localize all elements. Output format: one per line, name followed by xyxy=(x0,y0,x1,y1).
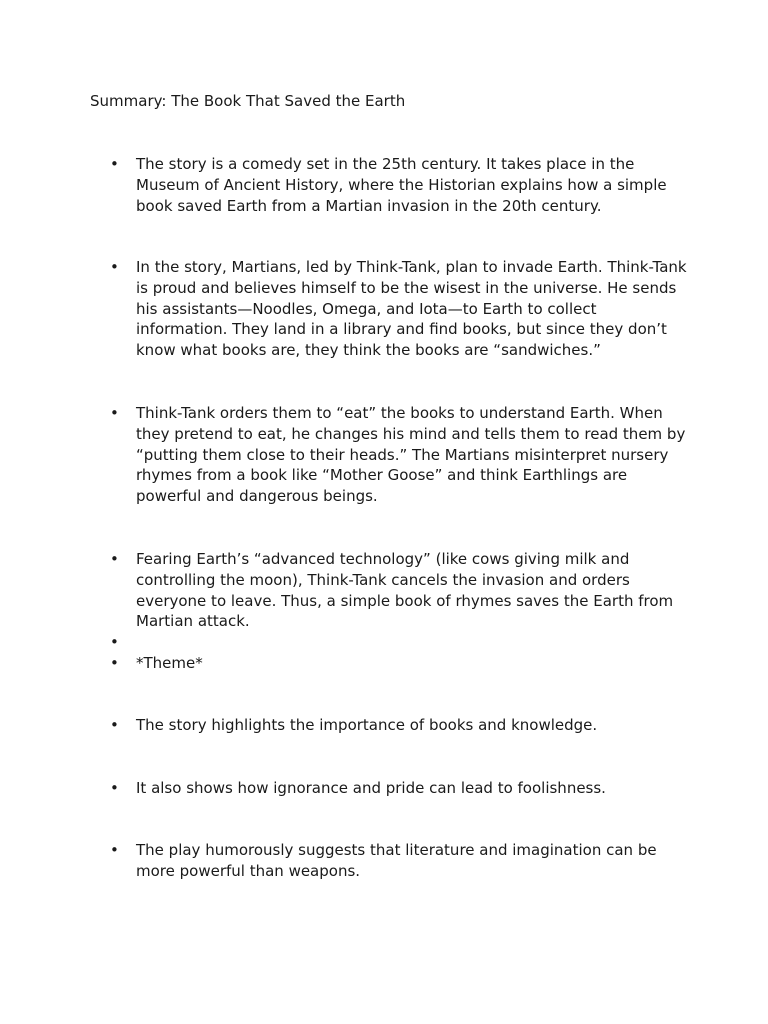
bullet-text: It also shows how ignorance and pride can lead to foolishness. xyxy=(136,779,606,797)
bullet-text: The story highlights the importance of books and knowledge. xyxy=(136,716,598,734)
bullet-marker: • xyxy=(110,779,119,797)
bullet-marker: • xyxy=(110,404,119,422)
document-title: Summary: The Book That Saved the Earth xyxy=(90,92,406,110)
bullet-marker: • xyxy=(110,550,119,568)
bullet-text: Think-Tank orders them to “eat” the books to understand Earth. When they pretend to eat, he changes his mind and tells them to read them by “putting them close to their heads.” The Martians misinterpret nursery rhymes from a book like “Mother Goose” and think Earthlings are powerful and dangerous beings. xyxy=(136,404,686,506)
bullet-text: The story is a comedy set in the 25th century. It takes place in the Museum of Ancient History, where the Historian explains how a simple book saved Earth from a Martian invasion in the 20th century. xyxy=(136,155,667,215)
bullet-text: Fearing Earth’s “advanced technology” (like cows giving milk and controlling the moon), Think-Tank cancels the invasion and orders everyone to leave. Thus, a simple book of rhymes saves the Earth from Martian attack. xyxy=(136,550,674,631)
bullet-marker: • xyxy=(110,155,119,173)
bullet-marker: • xyxy=(110,654,119,672)
bullet-marker: • xyxy=(110,841,119,859)
bullet-marker: • xyxy=(110,716,119,734)
bullet-text: *Theme* xyxy=(136,654,203,672)
bullet-text: In the story, Martians, led by Think-Tank, plan to invade Earth. Think-Tank is proud and believes himself to be the wisest in the universe. He sends his assistants—Noodles, Omega, and Iota—to Earth to collect information. They land in a library and find books, but since they don’t know what books are, they think the books are “sandwiches.” xyxy=(136,258,687,360)
bullet-marker: • xyxy=(110,258,119,276)
bullet-text: The play humorously suggests that literature and imagination can be more powerful than weapons. xyxy=(136,841,657,880)
bullet-marker: • xyxy=(110,633,119,651)
